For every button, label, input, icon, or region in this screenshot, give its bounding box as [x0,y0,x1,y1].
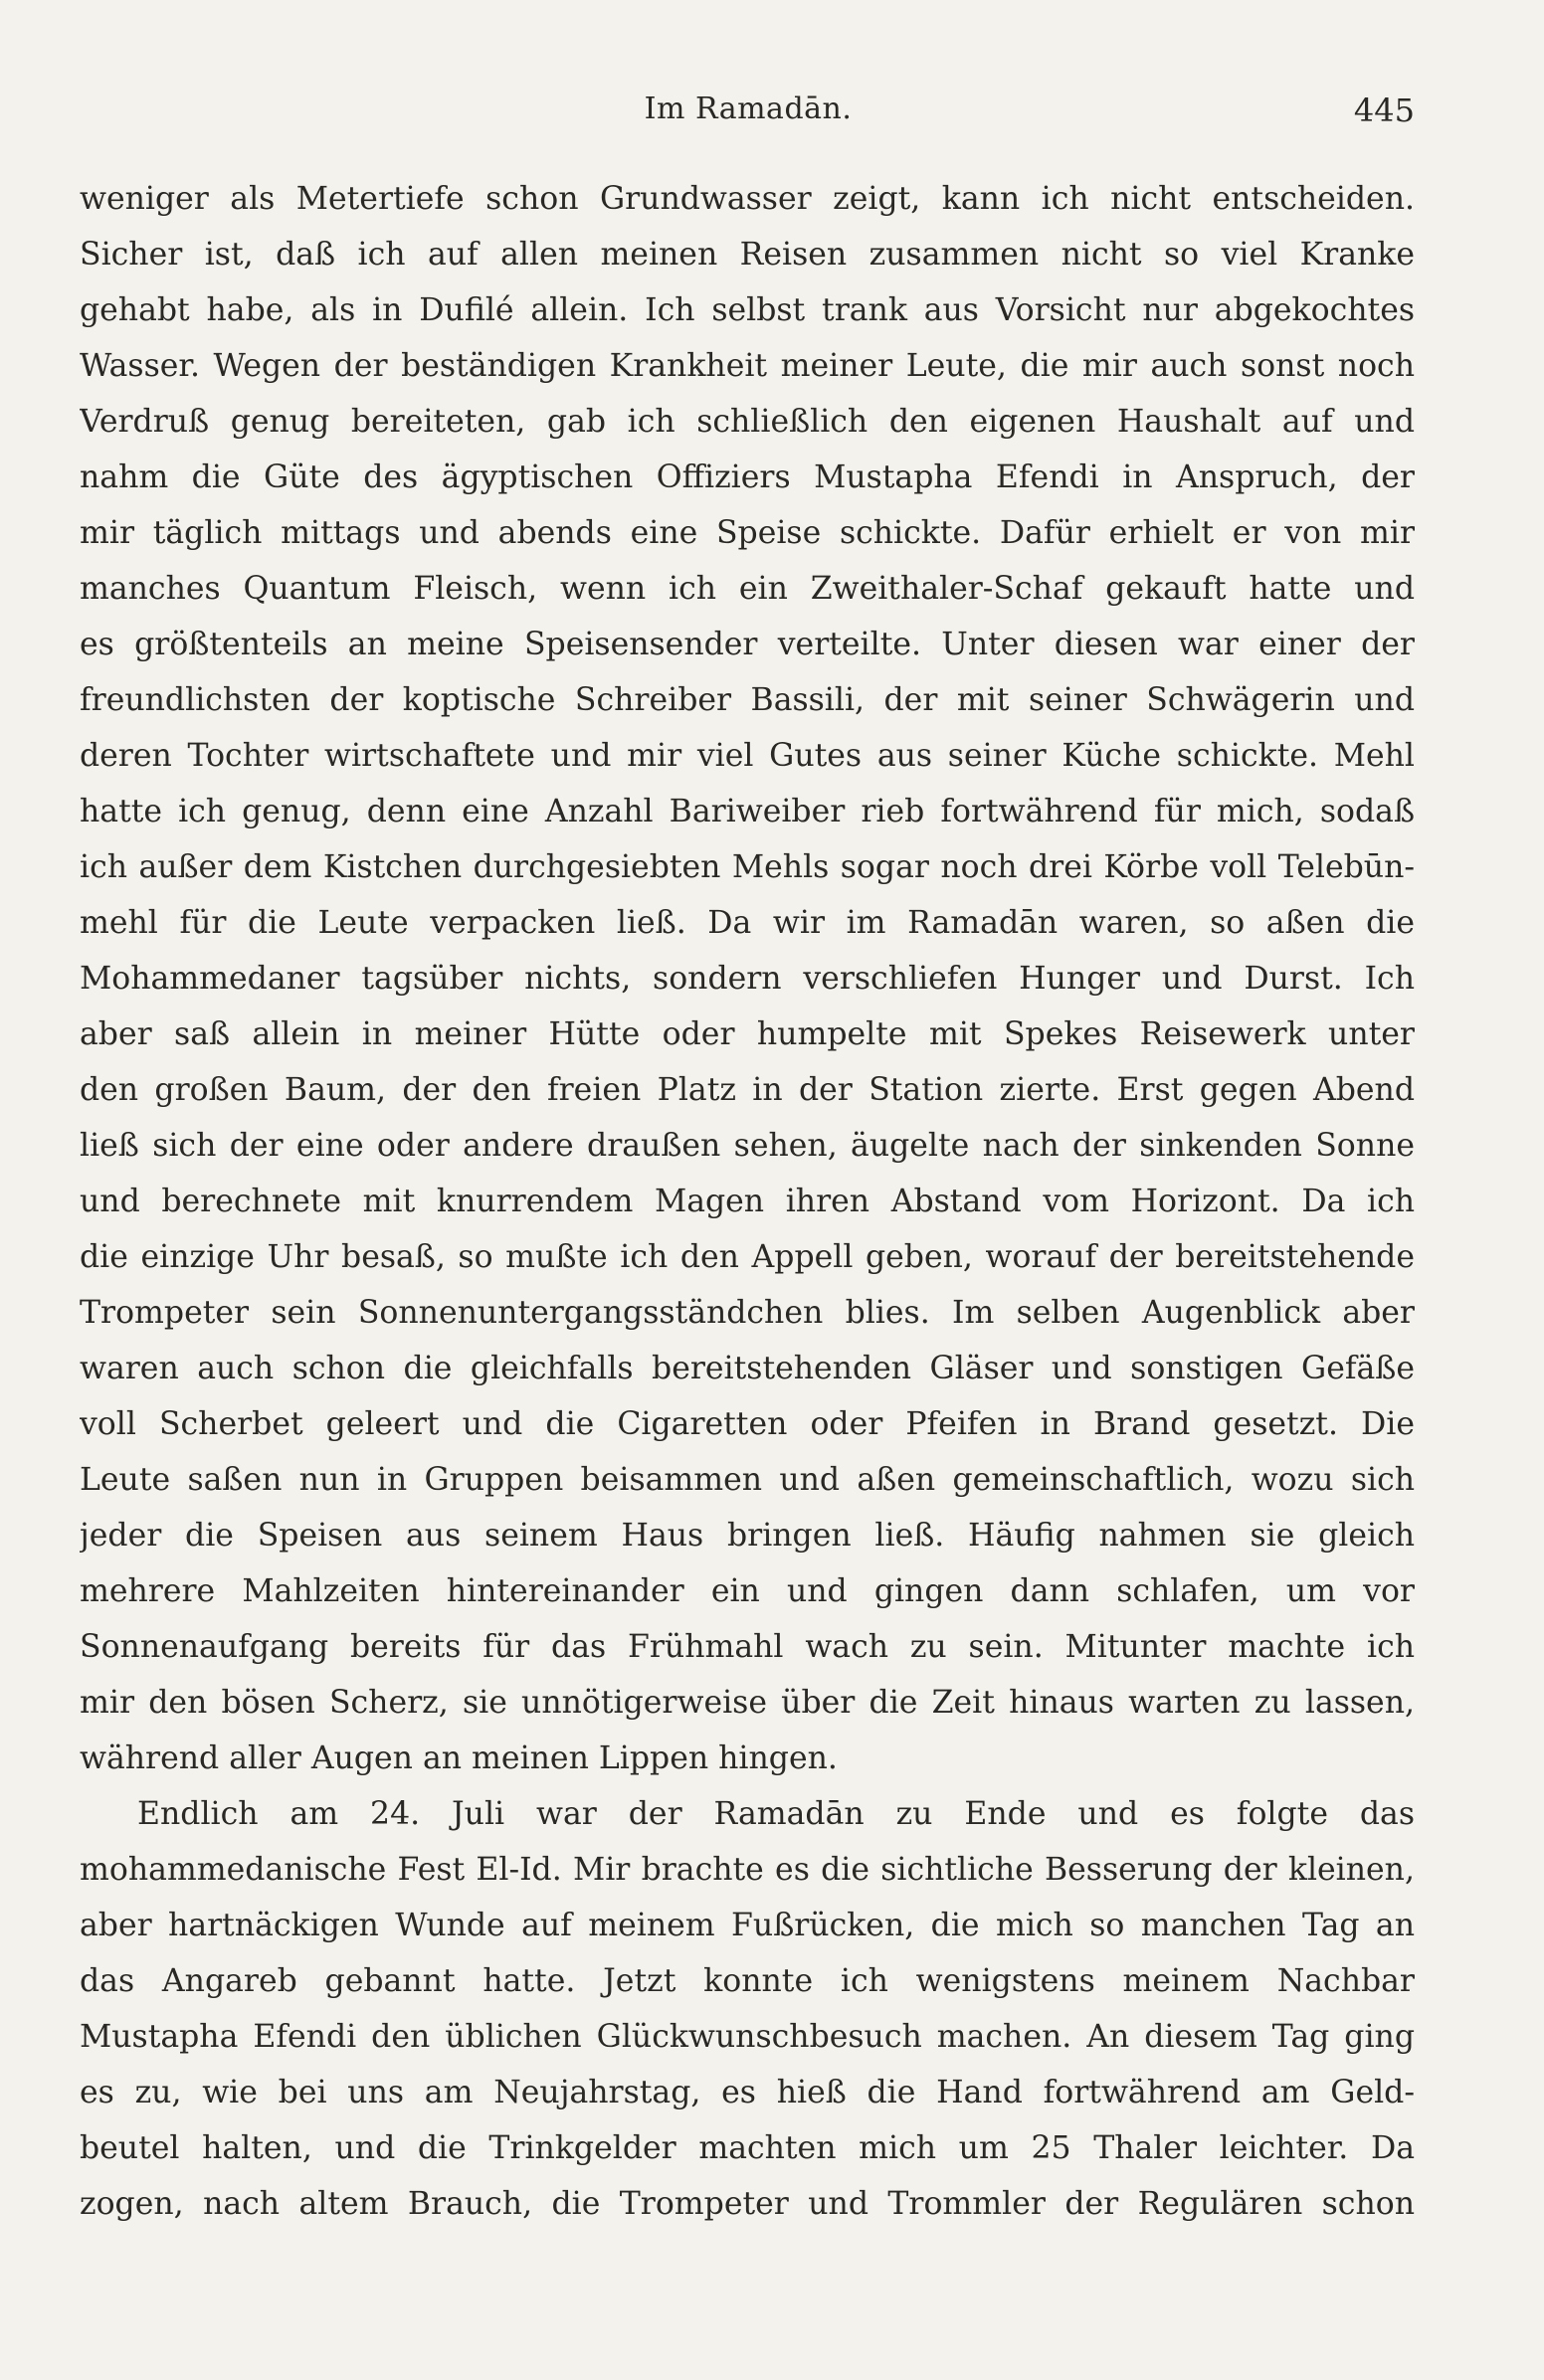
text-line: aber saß allein in meiner Hütte oder humpelte mit Spekes Reisewerk unter [80,1016,1415,1052]
page-number: 445 [1353,92,1415,129]
text-line: waren auch schon die gleichfalls bereitstehenden Gläser und sonstigen Gefäße [80,1351,1415,1386]
text-line: die einzige Uhr besaß, so mußte ich den Appell geben, worauf der bereitstehende [80,1239,1415,1275]
text-line: voll Scherbet geleert und die Cigaretten oder Pfeifen in Brand gesetzt. Die [80,1406,1415,1442]
text-line: es größtenteils an meine Speisensender verteilte. Unter diesen war einer der [80,627,1415,662]
text-line: Mohammedaner tagsüber nichts, sondern verschliefen Hunger und Durst. Ich [80,961,1415,997]
text-line: Verdruß genug bereiteten, gab ich schließlich den eigenen Haushalt auf und [80,404,1415,440]
text-line: deren Tochter wirtschaftete und mir viel Gutes aus seiner Küche schickte. Mehl [80,738,1415,774]
text-line: ich außer dem Kistchen durchgesiebten Mehls sogar noch drei Körbe voll Telebūn- [80,849,1415,885]
text-line: freundlichsten der koptische Schreiber Bassili, der mit seiner Schwägerin und [80,682,1415,718]
text-line: ließ sich der eine oder andere draußen sehen, äugelte nach der sinkenden Sonne [80,1128,1415,1164]
text-line: weniger als Metertiefe schon Grundwasser zeigt, kann ich nicht entscheiden. [80,181,1415,217]
text-line: zogen, nach altem Brauch, die Trompeter und Trommler der Regulären schon [80,2186,1415,2222]
text-line: es zu, wie bei uns am Neujahrstag, es hieß die Hand fortwährend am Geld- [80,2075,1415,2110]
text-line: das Angareb gebannt hatte. Jetzt konnte ich wenigstens meinem Nachbar [80,1963,1415,1999]
text-line: mir täglich mittags und abends eine Speise schickte. Dafür erhielt er von mir [80,515,1415,551]
text-line: Sonnenaufgang bereits für das Frühmahl wach zu sein. Mitunter machte ich [80,1629,1415,1665]
text-line: mehrere Mahlzeiten hintereinander ein und gingen dann schlafen, um vor [80,1573,1415,1609]
text-line: manches Quantum Fleisch, wenn ich ein Zweithaler-Schaf gekauft hatte und [80,571,1415,607]
text-line: und berechnete mit knurrendem Magen ihren Abstand vom Horizont. Da ich [80,1184,1415,1219]
text-line: nahm die Güte des ägyptischen Offiziers Mustapha Efendi in Anspruch, der [80,459,1415,495]
text-line: den großen Baum, der den freien Platz in der Station zierte. Erst gegen Abend [80,1072,1415,1108]
text-line: mohammedanische Fest El-Id. Mir brachte es die sichtliche Besserung der kleinen, [80,1852,1415,1888]
text-line: jeder die Speisen aus seinem Haus bringen ließ. Häufig nahmen sie gleich [80,1518,1415,1554]
text-line: mir den bösen Scherz, sie unnötigerweise über die Zeit hinaus warten zu lassen, [80,1685,1415,1721]
body-text [80,171,1415,2232]
text-line: hatte ich genug, denn eine Anzahl Bariweiber rieb fortwährend für mich, sodaß [80,794,1415,829]
text-line: gehabt habe, als in Dufilé allein. Ich selbst trank aus Vorsicht nur abgekochtes [80,292,1415,328]
text-line: Sicher ist, daß ich auf allen meinen Reisen zusammen nicht so viel Kranke [80,237,1415,273]
text-line: aber hartnäckigen Wunde auf meinem Fußrücken, die mich so manchen Tag an [80,1908,1415,1943]
text-line: Mustapha Efendi den üblichen Glückwunschbesuch machen. An diesem Tag ging [80,2019,1415,2055]
page-header [82,92,1415,139]
text-line: mehl für die Leute verpacken ließ. Da wir im Ramadān waren, so aßen die [80,905,1415,941]
text-line: Wasser. Wegen der beständigen Krankheit meiner Leute, die mir auch sonst noch [80,348,1415,384]
text-line: beutel halten, und die Trinkgelder machten mich um 25 Thaler leichter. Da [80,2130,1415,2166]
running-title: Im Ramadān. [644,92,853,126]
text-line: Endlich am 24. Juli war der Ramadān zu Ende und es folgte das [137,1796,1415,1832]
text-line: Leute saßen nun in Gruppen beisammen und aßen gemeinschaftlich, wozu sich [80,1462,1415,1498]
text-line: während aller Augen an meinen Lippen hingen. [80,1740,838,1776]
paragraph [80,171,1415,1786]
text-line: Trompeter sein Sonnenuntergangsständchen blies. Im selben Augenblick aber [80,1295,1415,1331]
paragraph [80,1786,1415,2232]
